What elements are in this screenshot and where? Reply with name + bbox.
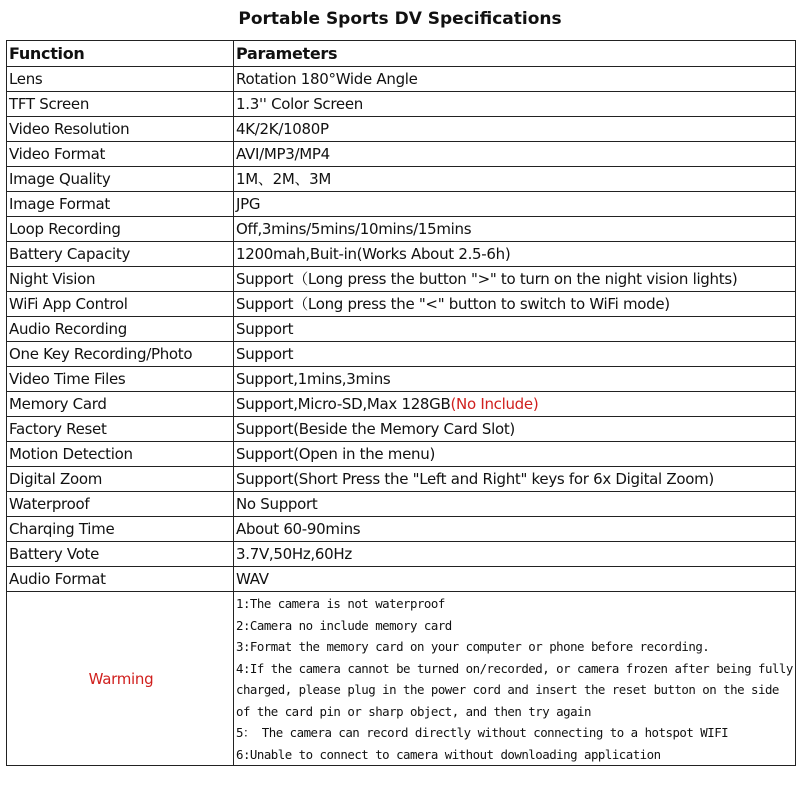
header-parameters: Parameters <box>234 41 796 67</box>
warning-note: 2:Camera no include memory card <box>236 617 452 633</box>
table-row <box>7 142 796 167</box>
row-value: 1M、2M、3M <box>234 167 796 192</box>
row-value: 1.3'' Color Screen <box>234 92 796 117</box>
row-value <box>234 392 796 417</box>
table-row <box>7 117 796 142</box>
table-row <box>7 92 796 117</box>
row-function: Video Format <box>7 142 234 167</box>
warning-note: 3:Format the memory card on your computer or phone before recording. <box>236 639 710 654</box>
table-row <box>7 292 796 317</box>
row-value: No Support <box>234 492 796 517</box>
row-function: Image Format <box>7 192 234 217</box>
row-function: Night Vision <box>7 267 234 292</box>
spec-table <box>6 40 796 766</box>
row-value: Support（Long press the "<" button to switch to WiFi mode) <box>234 292 796 317</box>
table-row <box>7 267 796 292</box>
row-function: Video Time Files <box>7 367 234 392</box>
row-value: Off,3mins/5mins/10mins/15mins <box>234 217 796 242</box>
memory-card-value: Support,Micro-SD,Max 128GB <box>236 395 451 413</box>
row-value: Support（Long press the button ">" to turn on the night vision lights) <box>234 267 796 292</box>
row-function: TFT Screen <box>7 92 234 117</box>
no-include-note: (No Include) <box>450 395 539 413</box>
warning-note: 4:If the camera cannot be turned on/recorded, or camera frozen after being fully charged, please plug in the power cord and insert the reset button on the side of the card pin or sharp object, and then try again <box>236 660 793 719</box>
row-value: Support(Short Press the "Left and Right" keys for 6x Digital Zoom) <box>234 467 796 492</box>
row-function: Audio Recording <box>7 317 234 342</box>
table-row <box>7 467 796 492</box>
row-value: 3.7V,50Hz,60Hz <box>234 542 796 567</box>
row-function: Lens <box>7 67 234 92</box>
table-row <box>7 392 796 417</box>
row-function: Audio Format <box>7 567 234 592</box>
warning-note: 6:Unable to connect to camera without downloading application <box>236 746 661 762</box>
row-function: One Key Recording/Photo <box>7 342 234 367</box>
warning-row <box>7 592 796 766</box>
row-function: Memory Card <box>7 392 234 417</box>
row-value: Rotation 180°Wide Angle <box>234 67 796 92</box>
row-value: Support,1mins,3mins <box>234 367 796 392</box>
row-value: Support <box>234 342 796 367</box>
row-function: Video Resolution <box>7 117 234 142</box>
table-row <box>7 417 796 442</box>
table-header-row <box>7 41 796 67</box>
table-row <box>7 517 796 542</box>
row-value: Support <box>234 317 796 342</box>
warning-note: 5： The camera can record directly without connecting to a hotspot WIFI <box>236 725 729 740</box>
table-row <box>7 67 796 92</box>
row-value: JPG <box>234 192 796 217</box>
warning-notes-cell <box>234 592 796 766</box>
warning-notes <box>236 592 795 765</box>
warning-note: 1:The camera is not waterproof <box>236 596 445 611</box>
table-row <box>7 242 796 267</box>
row-function: Motion Detection <box>7 442 234 467</box>
warning-label: Warming <box>7 592 234 766</box>
table-row <box>7 217 796 242</box>
row-value: About 60-90mins <box>234 517 796 542</box>
table-row <box>7 567 796 592</box>
header-function: Function <box>7 41 234 67</box>
row-value: Support(Beside the Memory Card Slot) <box>234 417 796 442</box>
row-value: WAV <box>234 567 796 592</box>
table-row <box>7 167 796 192</box>
table-row <box>7 542 796 567</box>
row-value: Support(Open in the menu) <box>234 442 796 467</box>
table-row <box>7 317 796 342</box>
row-function: Image Quality <box>7 167 234 192</box>
row-value: 4K/2K/1080P <box>234 117 796 142</box>
table-row <box>7 492 796 517</box>
page-title: Portable Sports DV Specifications <box>238 9 562 29</box>
row-function: Battery Capacity <box>7 242 234 267</box>
table-row <box>7 367 796 392</box>
row-function: WiFi App Control <box>7 292 234 317</box>
row-function: Factory Reset <box>7 417 234 442</box>
row-function: Battery Vote <box>7 542 234 567</box>
row-value: 1200mah,Buit-in(Works About 2.5-6h) <box>234 242 796 267</box>
row-function: Digital Zoom <box>7 467 234 492</box>
row-function: Loop Recording <box>7 217 234 242</box>
table-row <box>7 192 796 217</box>
row-function: Waterproof <box>7 492 234 517</box>
table-row <box>7 442 796 467</box>
table-row <box>7 342 796 367</box>
row-function: Charqing Time <box>7 517 234 542</box>
row-value: AVI/MP3/MP4 <box>234 142 796 167</box>
